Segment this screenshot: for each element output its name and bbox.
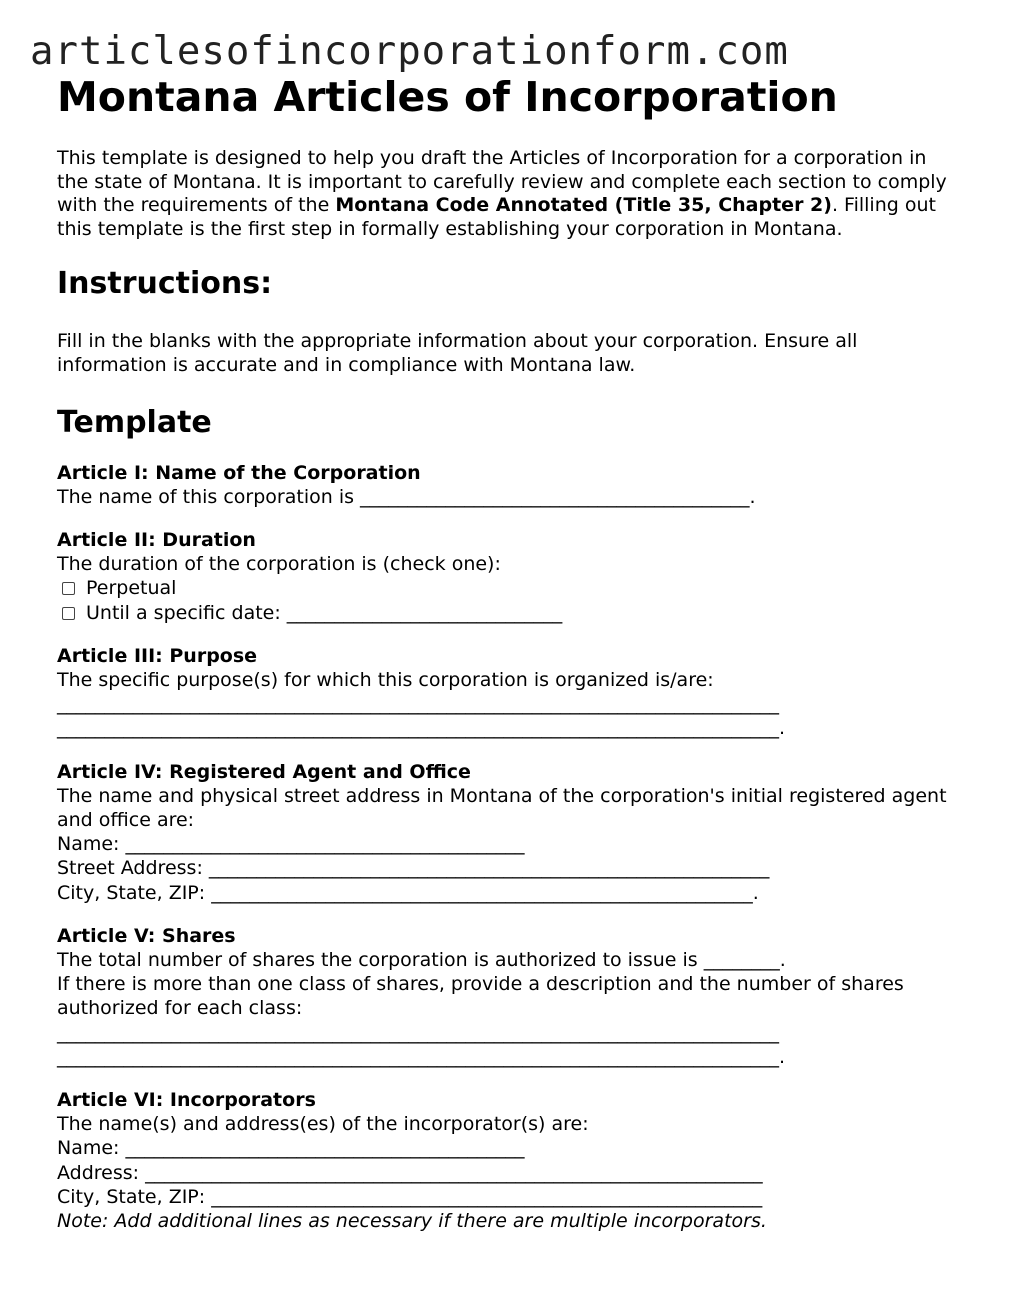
corporation-name-field[interactable]: The name of this corporation is _________________________________________. (57, 485, 756, 508)
agent-city-field[interactable]: City, State, ZIP: _________________________________________________________. (57, 881, 759, 904)
article-3-title: Article III: Purpose (57, 644, 258, 667)
template-heading: Template (57, 404, 212, 440)
incorporators-note: Note: Add additional lines as necessary if there are multiple incorporators. (57, 1210, 767, 1233)
article-2 (57, 528, 957, 625)
intro-paragraph (57, 147, 957, 241)
article-4-title: Article IV: Registered Agent and Office (57, 760, 471, 783)
agent-name-field[interactable]: Name: __________________________________________ (57, 833, 525, 856)
intro-text-start: This template is designed to help you draft the Articles of Incorporation for a corporation in the state of Montana. It is important to carefully review and complete each section to comply with the requirements of the (57, 147, 947, 217)
article-3 (57, 644, 957, 741)
total-shares-field[interactable]: The total number of shares the corporation is authorized to issue is ________. (57, 949, 786, 972)
duration-option-perpetual[interactable] (57, 576, 957, 600)
article-5-title: Article V: Shares (57, 924, 236, 947)
article-5 (57, 924, 957, 1069)
article-6-text: The name(s) and address(es) of the incorporator(s) are: (57, 1113, 589, 1136)
intro-text-end: . Filling out this template is the first step in formally establishing your corporation in Montana. (57, 194, 936, 240)
article-6-title: Article VI: Incorporators (57, 1089, 316, 1112)
article-6 (57, 1088, 957, 1233)
purpose-blank-1[interactable]: ____________________________________________________________________________ (57, 693, 779, 716)
perpetual-label: Perpetual (86, 577, 177, 600)
intro-code-reference: Montana Code Annotated (Title 35, Chapter 2) (335, 194, 832, 217)
specific-date-label: Until a specific date: _____________________________ (86, 601, 563, 624)
agent-street-field[interactable]: Street Address: ___________________________________________________________ (57, 857, 770, 880)
duration-option-specific-date[interactable] (57, 601, 957, 625)
instructions-text: Fill in the blanks with the appropriate information about your corporation. Ensure all information is accurate and in compliance with Montana law. (57, 330, 858, 376)
page-title: Montana Articles of Incorporation (57, 73, 838, 121)
share-classes-blank-2[interactable]: ____________________________________________________________________________. (57, 1045, 786, 1068)
site-watermark: articlesofincorporationform.com (30, 29, 789, 74)
instructions-heading: Instructions: (57, 266, 273, 302)
incorporator-city-field[interactable]: City, State, ZIP: __________________________________________________________ (57, 1185, 763, 1208)
perpetual-checkbox[interactable] (62, 582, 75, 595)
purpose-blank-2[interactable]: ____________________________________________________________________________. (57, 717, 786, 740)
article-4 (57, 760, 957, 905)
share-classes-blank-1[interactable]: ____________________________________________________________________________ (57, 1021, 779, 1044)
article-1 (57, 461, 957, 509)
incorporator-address-field[interactable]: Address: _________________________________________________________________ (57, 1161, 763, 1184)
incorporator-name-field[interactable]: Name: __________________________________________ (57, 1137, 525, 1160)
specific-date-checkbox[interactable] (62, 607, 75, 620)
article-5-text: If there is more than one class of shares, provide a description and the number of shares authorized for each class: (57, 973, 904, 1020)
article-2-title: Article II: Duration (57, 528, 256, 551)
article-2-text: The duration of the corporation is (check one): (57, 553, 501, 576)
article-3-text: The specific purpose(s) for which this corporation is organized is/are: (57, 668, 714, 691)
article-1-title: Article I: Name of the Corporation (57, 461, 421, 484)
document (57, 72, 957, 1233)
article-4-text: The name and physical street address in Montana of the corporation's initial registered agent and office are: (57, 784, 947, 831)
